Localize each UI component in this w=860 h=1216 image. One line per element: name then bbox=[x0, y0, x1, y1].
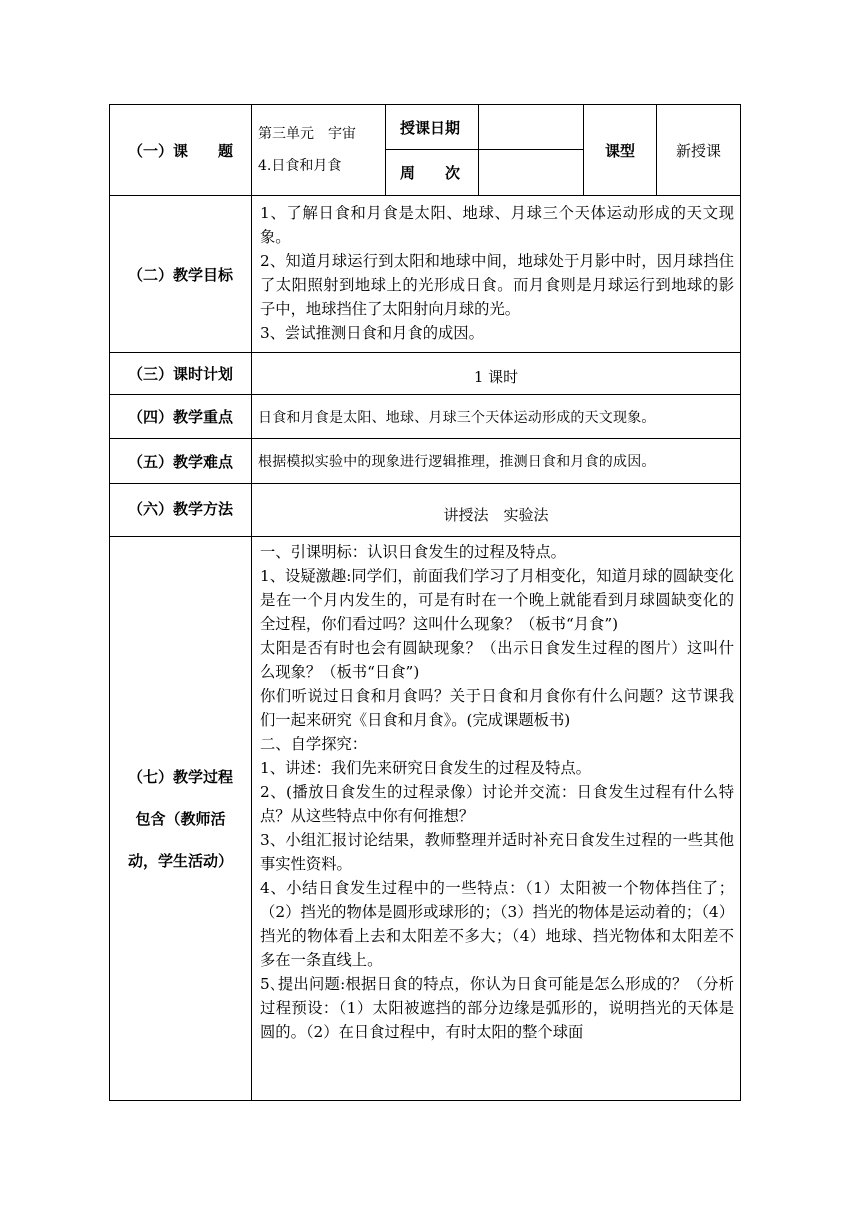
difficulties-label: （五）教学难点 bbox=[110, 439, 252, 484]
process-label-line: 包含（教师活 bbox=[135, 809, 226, 828]
goals-label: （二）教学目标 bbox=[110, 196, 252, 353]
key-points-value: 日食和月食是太阳、地球、月球三个天体运动形成的天文现象。 bbox=[252, 395, 741, 439]
date-label: 授课日期 bbox=[386, 105, 479, 150]
date-value bbox=[479, 105, 584, 150]
topic-label: （一）课 题 bbox=[110, 105, 252, 196]
lesson-title-cell bbox=[252, 105, 386, 196]
process-line: 5､提出问题:根据日食的特点，你认为日食可能是怎么形成的？（分析过程预设：（1）太阳被遮挡的部分边缘是弧形的，说明挡光的天体是圆的。（2）在日食过程中，有时太阳的整个球面 bbox=[260, 975, 734, 1041]
methods-label: （六）教学方法 bbox=[110, 484, 252, 537]
lesson-plan-table bbox=[109, 104, 741, 1101]
process-line: 二、自学探究： bbox=[260, 735, 368, 753]
unit-name: 第三单元 宇宙 bbox=[258, 126, 356, 142]
process-line: 太阳是否有时也会有圆缺现象？（出示日食发生过程的图片）这叫什么现象？（板书“日食”) bbox=[260, 639, 734, 681]
goals-content bbox=[252, 196, 741, 353]
process-line: 一、引课明标：认识日食发生的过程及特点。 bbox=[260, 543, 566, 561]
process-line: 你们听说过日食和月食吗？关于日食和月食你有什么问题？这节课我们一起来研究《日食和月食》。(完成课题板书) bbox=[260, 687, 734, 729]
week-value bbox=[479, 150, 584, 196]
schedule-label: （三）课时计划 bbox=[110, 353, 252, 395]
goal-line: 2、知道月球运行到太阳和地球中间，地球处于月影中时，因月球挡住了太阳照射到地球上的光形成日食。而月食则是月球运行到地球的影子中，地球挡住了太阳射向月球的光。 bbox=[260, 252, 734, 318]
goal-line: 3、尝试推测日食和月食的成因。 bbox=[260, 324, 484, 342]
process-line: 1、设疑激趣:同学们，前面我们学习了月相变化，知道月球的圆缺变化是在一个月内发生的，可是有时在一个晚上就能看到月球圆缺变化的全过程，你们看过吗？这叫什么现象？（板书“月食”) bbox=[260, 567, 734, 633]
type-label: 课型 bbox=[584, 105, 657, 196]
process-label-line: 动，学生活动） bbox=[127, 851, 233, 870]
process-label-line: （七）教学过程 bbox=[127, 767, 233, 786]
lesson-name: 4.日食和月食 bbox=[258, 158, 342, 174]
week-label: 周 次 bbox=[386, 150, 479, 196]
goal-line: 1、了解日食和月食是太阳、地球、月球三个天体运动形成的天文现象。 bbox=[260, 204, 734, 246]
schedule-value: 1 课时 bbox=[252, 353, 741, 395]
process-line: 1、讲述：我们先来研究日食发生的过程及特点。 bbox=[260, 759, 591, 777]
methods-value: 讲授法 实验法 bbox=[252, 484, 741, 537]
process-line: 4、小结日食发生过程中的一些特点：（1）太阳被一个物体挡住了；（2）挡光的物体是圆形或球形的；（3）挡光的物体是运动着的；（4）挡光的物体看上去和太阳差不多大；（4）地球、挡光物体和太阳差不多在一条直线上。 bbox=[260, 879, 734, 969]
process-line: 3、小组汇报讨论结果，教师整理并适时补充日食发生过程的一些其他事实性资料。 bbox=[260, 831, 734, 873]
process-content bbox=[252, 537, 741, 1101]
process-label bbox=[110, 537, 252, 1101]
difficulties-value: 根据模拟实验中的现象进行逻辑推理，推测日食和月食的成因。 bbox=[252, 439, 741, 484]
process-line: 2、(播放日食发生的过程录像）讨论并交流：日食发生过程有什么特点？从这些特点中你有何推想？ bbox=[260, 783, 734, 825]
key-points-label: （四）教学重点 bbox=[110, 395, 252, 439]
type-value: 新授课 bbox=[657, 105, 741, 196]
